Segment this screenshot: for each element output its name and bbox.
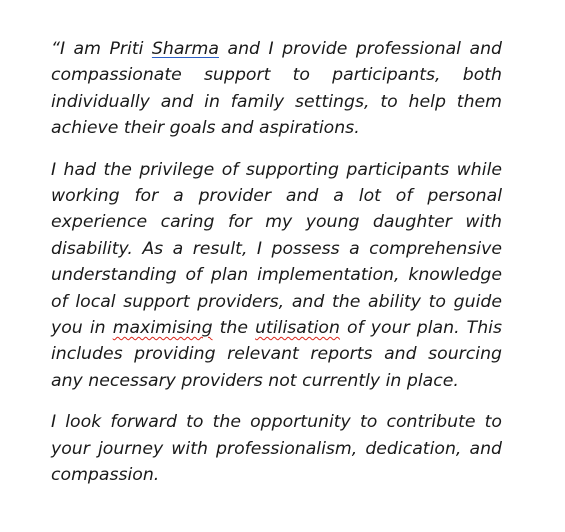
paragraph-closing: I look forward to the opportunity to contribute to your journey with professionalism, dedication, and compassion. <box>51 412 502 486</box>
intro-text-start: “I am Priti <box>51 39 152 59</box>
paragraph-experience <box>51 157 502 395</box>
intro-text-end: and I provide professional and compassionate support to participants, both individually and in family settings, to help them achieve their goals and aspirations. <box>51 39 503 139</box>
paragraph-intro <box>51 36 502 142</box>
experience-text-mid: the <box>212 318 256 339</box>
name-sharma[interactable]: Sharma <box>151 39 219 59</box>
experience-text-start: I had the privilege of supporting participants while working for a provider and a lot of personal experience caring for my young daughter with disability. As a result, I possess a comprehensive understanding of plan implementation, knowledge of local support providers, and the ability to guide you in <box>51 159 502 339</box>
document-body <box>51 36 502 489</box>
experience-text-end: of your plan. This includes providing relevant reports and sourcing any necessary providers not currently in place. <box>51 318 502 391</box>
spellcheck-word-maximising[interactable]: maximising <box>112 318 213 339</box>
spellcheck-word-utilisation[interactable]: utilisation <box>255 318 340 339</box>
